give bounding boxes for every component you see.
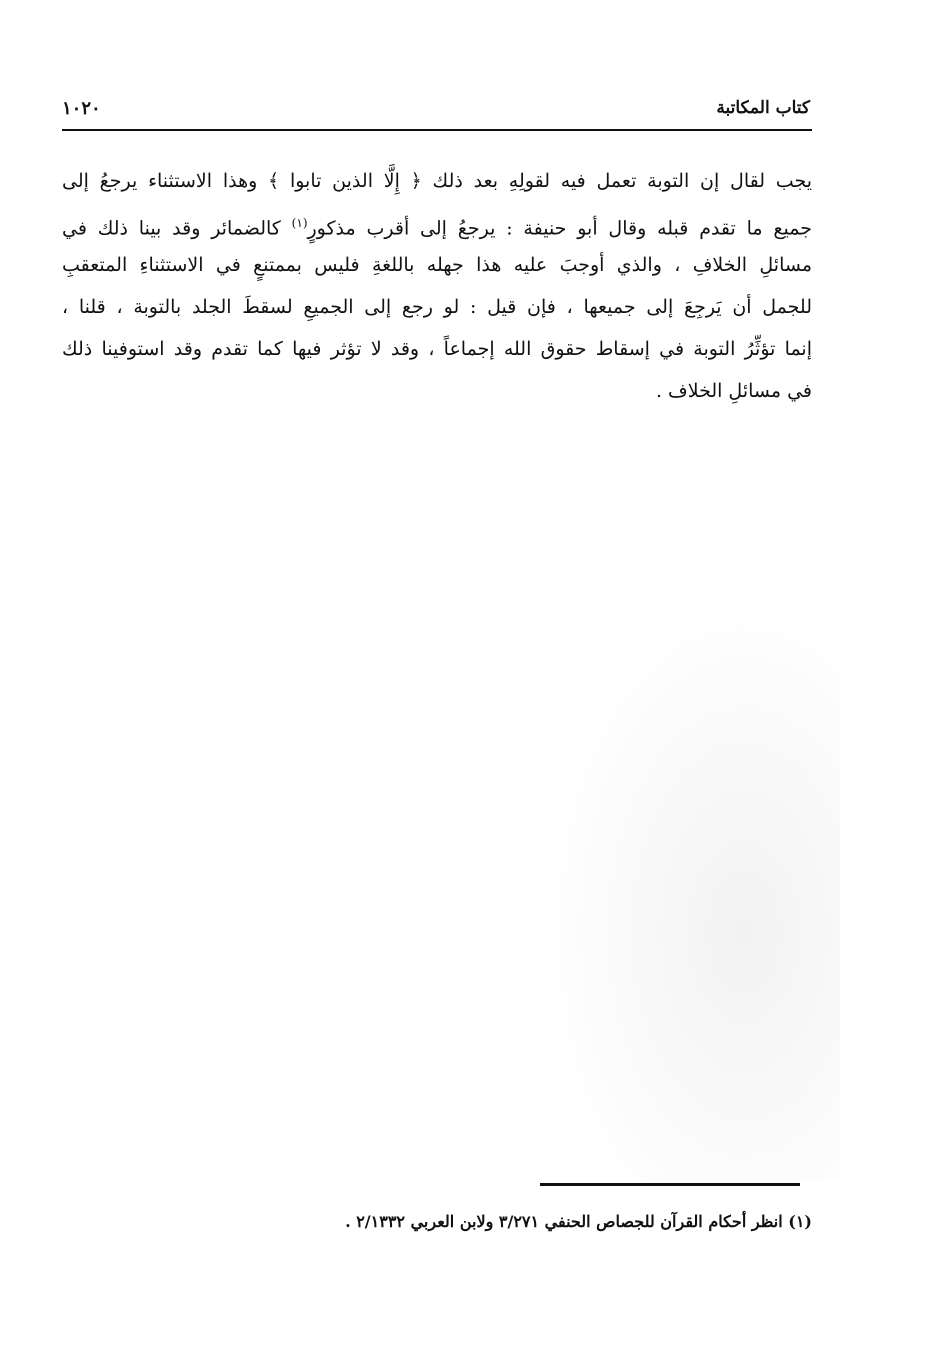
- body-line-6: في مسائلِ الخلاف .: [655, 380, 812, 402]
- page-number: ١٠٢٠: [62, 98, 101, 119]
- body-line-5: إنما تؤثِّرُ التوبة في إسقاط حقوق الله إجماعاً ، وقد لا تؤثر فيها كما تقدم وقد استوفينا ذلك: [62, 338, 812, 360]
- scan-shading: [520, 560, 840, 1180]
- body-line-3: مسائلِ الخلافِ ، والذي أوجبَ عليه هذا جهله باللغةِ فليس بممتنعٍ في الاستثناءِ المتعقبِ: [62, 254, 812, 276]
- body-line-2-text: جميع ما تقدم قبله وقال أبو حنيفة : يرجعُ إلى أقرب مذكورٍ: [307, 217, 812, 240]
- body-line-1: يجب لقال إن التوبة تعمل فيه لقولِهِ بعد ذلك ﴿ إِلَّا الذين تابوا ﴾ وهذا الاستثناء يرجعُ إلى: [62, 170, 812, 192]
- body-line-2-tail: كالضمائر وقد بينا ذلك في: [62, 217, 292, 240]
- body-text: [62, 160, 812, 412]
- footnote-1: (١) انظر أحكام القرآن للجصاص الحنفي ٣/٢٧١ ولابن العربي ٢/١٣٣٢ .: [345, 1212, 812, 1231]
- body-line-4: للجمل أن يَرجِعَ إلى جميعها ، فإن قيل : لو رجع إلى الجميعِ لسقطَ الجلد بالتوبة ، قلنا ،: [62, 296, 812, 318]
- header-rule: [62, 129, 812, 131]
- body-line-2: [62, 202, 812, 244]
- footnote-ref-1: (١): [291, 216, 308, 230]
- page-header: [62, 98, 810, 128]
- footnote-rule: [540, 1183, 800, 1186]
- running-title: كتاب المكاتبة: [716, 98, 810, 118]
